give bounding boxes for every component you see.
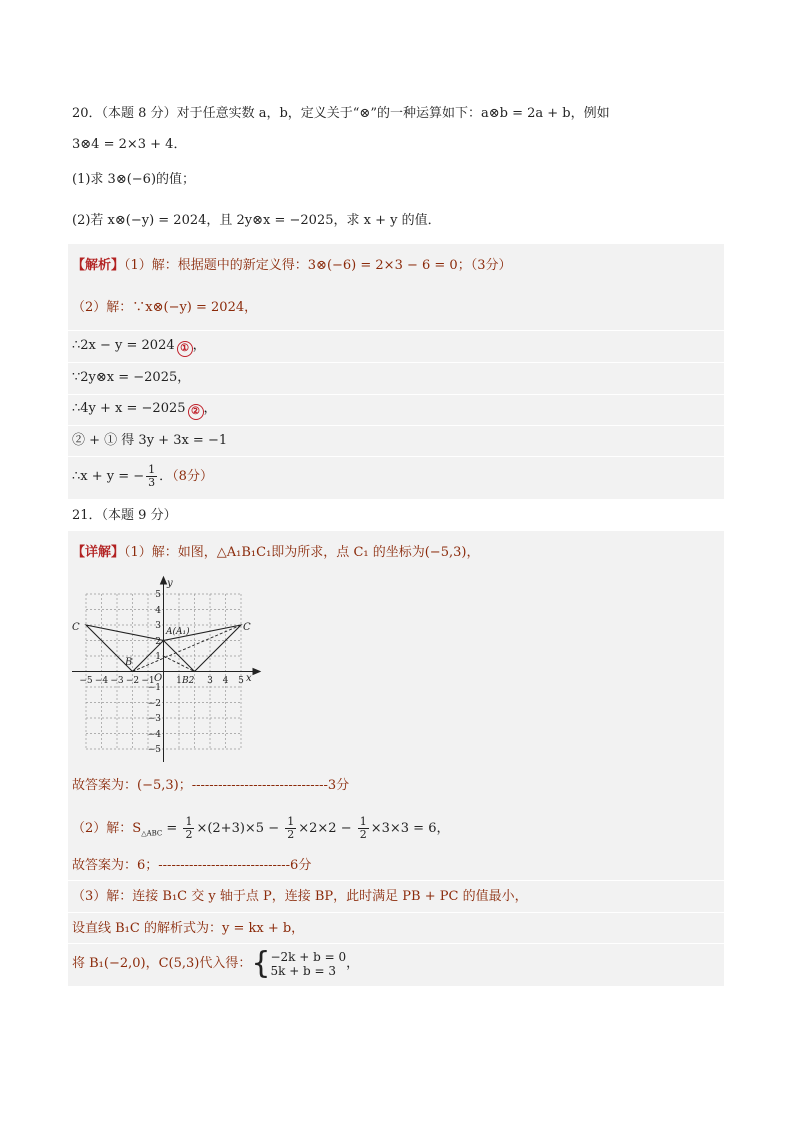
divider [68,943,724,944]
coordinate-graph [68,572,268,764]
y-tick: 2 [155,637,161,647]
q20-statement-line1: 20．（本题 8 分）对于任意实数 a，b，定义关于“⊗”的一种运算如下：a⊗b = 2a + b，例如 [72,106,610,121]
solution21-step3: （3）解：连接 B₁C 交 y 轴于点 P，连接 BP，此时满足 PB + PC 的值最小， [72,889,528,904]
x-tick: −5 [79,676,93,686]
step6-text: ② + ① 得 3y + 3x = −1 [72,433,228,448]
detail-tag: 【详解】 [72,545,125,560]
step2-text: （2）解：∵x⊗(−y) = 2024， [72,300,258,315]
x-tick: 3 [207,676,213,686]
step1-points: （3分） [470,258,512,273]
x-tick: −3 [110,676,124,686]
solution20-step4 [72,370,190,386]
divider [68,912,724,913]
solution21-step4: 设直线 B₁C 的解析式为：y = kx + b， [72,921,305,936]
y-tick: −3 [147,714,161,724]
equation-system: −2k + b = 0 5k + b = 3 [270,949,347,978]
q20-statement-line2: 3⊗4 = 2×3 + 4． [72,137,187,152]
solution20-step3 [72,338,206,357]
brace: { [251,945,271,981]
y-tick: −2 [147,699,161,709]
step5-end: ， [203,401,217,416]
divider [68,362,724,363]
x-tick: −1 [141,676,155,686]
label-c1: C [72,622,80,633]
x-tick: −4 [94,676,109,686]
divider [68,880,724,881]
step1-text: （1）解：根据题中的新定义得：3⊗(−6) = 2×3 − 6 = 0； [124,258,471,273]
label-c: C [243,622,251,633]
fraction-half: $\frac{1}{2}$ [359,815,367,841]
x-tick: 5 [238,676,244,686]
y-tick: 4 [155,606,161,616]
solution21-step2: （2）解：$S_{\triangle ABC}$ = $\frac{1}{2}$ ×(2+3)×5 − $\frac{1}{2}$ ×2×2 − $\frac{1}{2}$ ×3×3 = 6， [72,815,450,841]
step3-end: ， [192,338,206,353]
fraction-one-third: $\frac{1}{3}$ [148,463,156,489]
y-tick: 3 [155,621,161,631]
q20-part1: (1)求 3⊗(−6)的值； [72,172,196,187]
solution21-step1 [72,545,479,561]
y-tick: −5 [147,745,161,755]
step1-text: （1）解：如图，△A₁B₁C₁即为所求，点 C₁ 的坐标为(−5,3)， [124,545,480,560]
step7-end: ． [159,469,173,484]
y-tick: 5 [155,590,161,600]
y-tick: 1 [155,652,161,662]
divider [68,456,724,457]
step3-text: ∴2x − y = 2024 [72,338,175,353]
fraction-half: $\frac{1}{2}$ [287,815,295,841]
x-axis-label: x [246,673,252,684]
solution20-step7 [72,461,213,493]
circled-two-marker: ② [188,404,204,420]
q21-title: 21．（本题 9 分） [72,508,177,523]
x-tick: 4 [222,676,229,686]
answer1: 故答案为：(−5,3)；-------------------------------3分 [72,778,350,793]
solution20-step6 [72,433,227,449]
divider [68,425,724,426]
answer2: 故答案为：6；------------------------------6分 [72,858,312,873]
divider [68,394,724,395]
x-tick: 1 [176,676,182,686]
step5-text: ∴4y + x = −2025 [72,401,186,416]
solution20-step5 [72,401,217,420]
solution20-step2 [72,300,257,316]
label-a: A(A₁) [166,627,190,637]
divider [68,330,724,331]
y-tick: −4 [147,730,161,740]
origin-label: O [154,673,163,684]
label-b: B2 [182,676,195,686]
circled-one-marker: ① [177,341,193,357]
x-tick: −2 [125,676,140,686]
y-tick: −1 [147,683,161,693]
q20-part2: (2)若 x⊗(−y) = 2024，且 2y⊗x = −2025，求 x + y 的值． [72,213,441,228]
fraction-half: $\frac{1}{2}$ [185,815,193,841]
solution21-step5: 将 B₁(−2,0)，C(5,3)代入得：{ −2k + b = 0 5k + b = 3 ， [72,945,360,981]
step7-lhs: ∴x + y = − [72,469,145,484]
y-axis-label: y [167,578,173,589]
label-b1: B [125,657,133,668]
step7-points: （8分） [172,469,213,484]
axes [72,577,260,762]
solution20-step1 [72,258,512,274]
analysis-tag: 【解析】 [72,258,125,273]
step4-text: ∵2y⊗x = −2025， [72,370,191,385]
